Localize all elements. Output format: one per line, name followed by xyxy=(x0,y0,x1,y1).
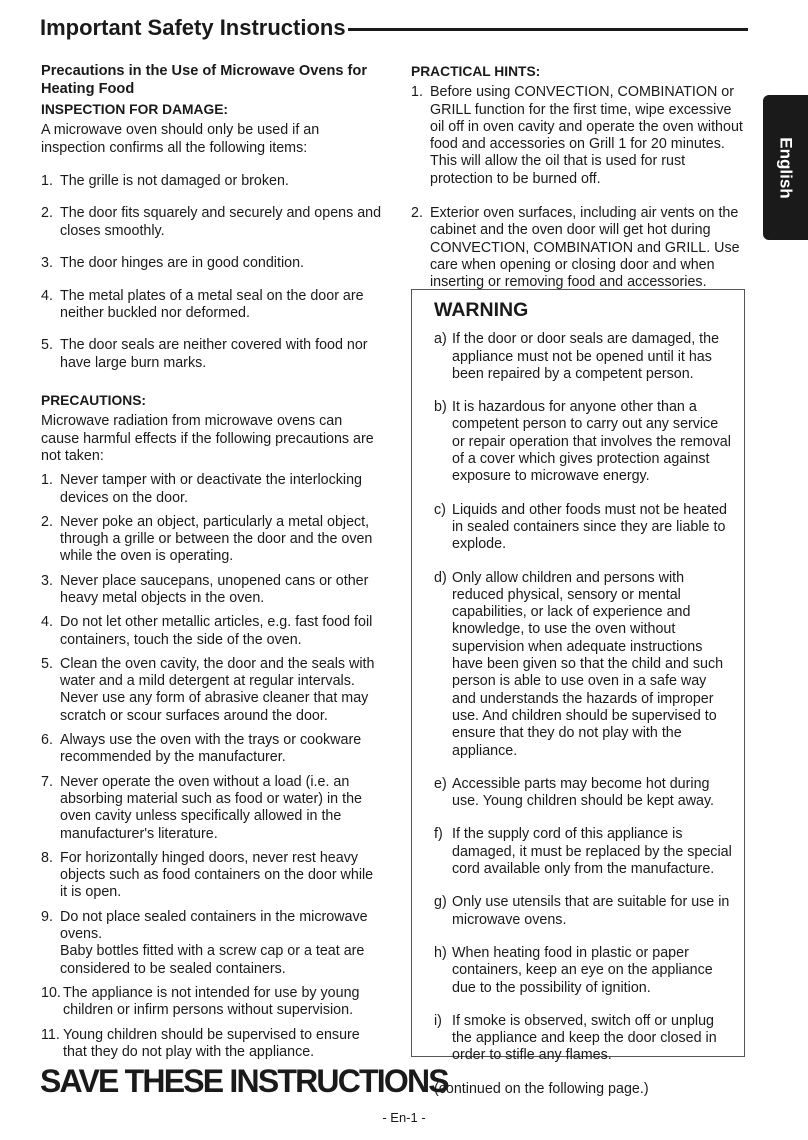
inspection-intro: A microwave oven should only be used if an inspection confirms all the following items: xyxy=(41,122,320,156)
item-text: Do not let other metallic articles, e.g. fast food foil containers, touch the side of the oven. xyxy=(60,614,373,648)
list-item xyxy=(41,573,383,608)
item-text: If smoke is observed, switch off or unplug the appliance and keep the door closed in order to stifle any flames. xyxy=(452,1012,717,1064)
item-text: The door fits squarely and securely and opens and closes smoothly. xyxy=(60,205,382,239)
right-column xyxy=(411,63,746,309)
page-number: - En-1 - xyxy=(382,1110,426,1125)
item-text: The appliance is not intended for use by young children or infirm persons without supervision. xyxy=(63,984,360,1019)
save-instructions-heading: SAVE THESE INSTRUCTIONS xyxy=(40,1063,448,1099)
warning-item xyxy=(434,776,734,811)
item-number: 1. xyxy=(41,472,53,489)
list-item xyxy=(411,84,746,188)
item-letter: f) xyxy=(434,826,443,843)
precautions-heading: PRECAUTIONS: xyxy=(41,393,147,409)
hints-heading: PRACTICAL HINTS: xyxy=(411,64,541,79)
warning-item xyxy=(434,502,734,554)
hints-list xyxy=(411,84,746,291)
item-text: Liquids and other foods must not be heated in sealed containers since they are liable to explode. xyxy=(452,501,728,553)
item-number: 2. xyxy=(411,205,423,222)
warning-item xyxy=(434,894,734,929)
item-number: 2. xyxy=(41,205,53,222)
list-item xyxy=(41,205,383,240)
warning-item xyxy=(434,826,734,878)
list-item xyxy=(41,337,383,372)
item-number: 5. xyxy=(41,655,53,672)
item-letter: h) xyxy=(434,944,447,961)
item-number: 3. xyxy=(41,572,53,589)
warning-title: WARNING xyxy=(434,299,529,321)
item-letter: a) xyxy=(434,331,447,348)
list-item xyxy=(41,985,383,1020)
item-text: Always use the oven with the trays or cookware recommended by the manufacturer. xyxy=(60,732,362,766)
item-number: 10. xyxy=(41,984,61,1001)
item-letter: g) xyxy=(434,894,447,911)
item-number: 2. xyxy=(41,513,53,530)
section-heading: Precautions in the Use of Microwave Ovens for Heating Food xyxy=(41,63,368,97)
page-header xyxy=(40,12,748,44)
item-number: 4. xyxy=(41,614,53,631)
warning-box xyxy=(411,289,745,1097)
list-item xyxy=(41,732,383,767)
item-text: Never tamper with or deactivate the interlocking devices on the door. xyxy=(60,472,362,506)
item-text: Young children should be supervised to ensure that they do not play with the appliance. xyxy=(63,1026,360,1060)
list-item xyxy=(41,255,383,272)
warning-item xyxy=(434,1013,734,1065)
list-item xyxy=(41,656,383,725)
item-text: If the door or door seals are damaged, the appliance must not be opened until it has been repaired by a competent person. xyxy=(452,331,720,382)
list-item xyxy=(41,1027,383,1062)
item-number: 1. xyxy=(411,84,423,101)
warning-item xyxy=(434,570,734,760)
left-column xyxy=(41,63,383,1068)
item-number: 6. xyxy=(41,732,53,749)
item-text-extra: Baby bottles fitted with a screw cap or a teat are considered to be sealed containers. xyxy=(60,943,365,977)
item-text: The grille is not damaged or broken. xyxy=(60,172,289,189)
warning-item xyxy=(434,399,734,485)
list-item xyxy=(41,850,383,902)
item-text: When heating food in plastic or paper containers, keep an eye on the appliance due to the possibility of ignition. xyxy=(452,944,713,996)
item-text: Clean the oven cavity, the door and the seals with water and a mild detergent at regular intervals. Never use any form of abrasive cleaner that may scratch or scour surfaces around the door. xyxy=(60,655,375,724)
item-number: 3. xyxy=(41,255,53,272)
item-text: Never operate the oven without a load (i.e. an absorbing material such as food or water) in the oven cavity unless specifically allowed in the manufacturer's literature. xyxy=(60,773,362,842)
item-number: 1. xyxy=(41,172,53,189)
item-text: The metal plates of a metal seal on the door are neither buckled nor deformed. xyxy=(60,287,364,321)
item-number: 9. xyxy=(41,908,53,925)
list-item xyxy=(41,514,383,566)
list-item xyxy=(41,288,383,323)
list-item xyxy=(41,909,383,978)
item-text: Never place saucepans, unopened cans or other heavy metal objects in the oven. xyxy=(60,572,369,606)
item-text: Never poke an object, particularly a metal object, through a grille or between the door and the oven while the oven is operating. xyxy=(60,513,373,565)
precautions-list xyxy=(41,472,383,1061)
item-text: Only allow children and persons with reduced physical, sensory or mental capabilities, or lack of experience and knowledge, to use the oven without supervision when adequate instructions have been given so that the child and such person is able to use oven in a safe way and understands the hazards of improper use. And children should be supervised to ensure that they do not play with the appliance. xyxy=(452,569,724,759)
item-text: The door seals are neither covered with food nor have large burn marks. xyxy=(60,337,368,371)
item-text: If the supply cord of this appliance is damaged, it must be replaced by the special cord available only from the manufacture. xyxy=(452,826,732,878)
warning-item xyxy=(434,331,734,383)
title-rule xyxy=(348,28,748,31)
item-text: Exterior oven surfaces, including air vents on the cabinet and the oven door will get hot during CONVECTION, COMBINATION and GRILL. Use care when opening or closing door and when inserting or removing food and accessories. xyxy=(430,205,740,291)
item-number: 4. xyxy=(41,287,53,304)
continued-note: (continued on the following page.) xyxy=(434,1080,649,1097)
precautions-intro: Microwave radiation from microwave ovens can cause harmful effects if the following precautions are not taken: xyxy=(41,413,374,464)
item-text: Before using CONVECTION, COMBINATION or GRILL function for the first time, wipe excessive oil off in oven cavity and operate the oven without food and accessories on Grill 1 for 20 minutes. This will allow the oil that is used for rust protection to be burned off. xyxy=(430,84,743,187)
item-text: Accessible parts may become hot during use. Young children should be kept away. xyxy=(452,775,715,810)
item-number: 5. xyxy=(41,337,53,354)
page-title: Important Safety Instructions xyxy=(40,15,346,40)
item-text: It is hazardous for anyone other than a competent person to carry out any service or repair operation that involves the removal of a cover which gives protection against exposure to microwave energy. xyxy=(452,399,731,485)
item-text xyxy=(60,909,383,978)
language-tab-label: English xyxy=(776,136,796,199)
inspection-heading: INSPECTION FOR DAMAGE: xyxy=(41,102,229,117)
item-letter: i) xyxy=(434,1012,442,1029)
item-text: For horizontally hinged doors, never rest heavy objects such as food containers on the door while it is open. xyxy=(60,849,374,901)
inspection-list xyxy=(41,173,383,372)
list-item xyxy=(41,472,383,507)
language-tab xyxy=(763,95,808,240)
item-letter: e) xyxy=(434,775,447,792)
item-text: The door hinges are in good condition. xyxy=(60,255,305,272)
list-item xyxy=(41,173,383,190)
item-number: 8. xyxy=(41,849,53,866)
item-text: Only use utensils that are suitable for use in microwave ovens. xyxy=(452,894,730,928)
list-item xyxy=(41,774,383,843)
item-number: 7. xyxy=(41,773,53,790)
list-item xyxy=(411,205,746,291)
list-item xyxy=(41,614,383,649)
item-letter: d) xyxy=(434,569,447,586)
item-letter: c) xyxy=(434,501,446,518)
item-number: 11. xyxy=(41,1026,60,1043)
warning-item xyxy=(434,945,734,997)
item-text-main: Do not place sealed containers in the microwave ovens. xyxy=(60,908,368,943)
item-letter: b) xyxy=(434,399,447,416)
